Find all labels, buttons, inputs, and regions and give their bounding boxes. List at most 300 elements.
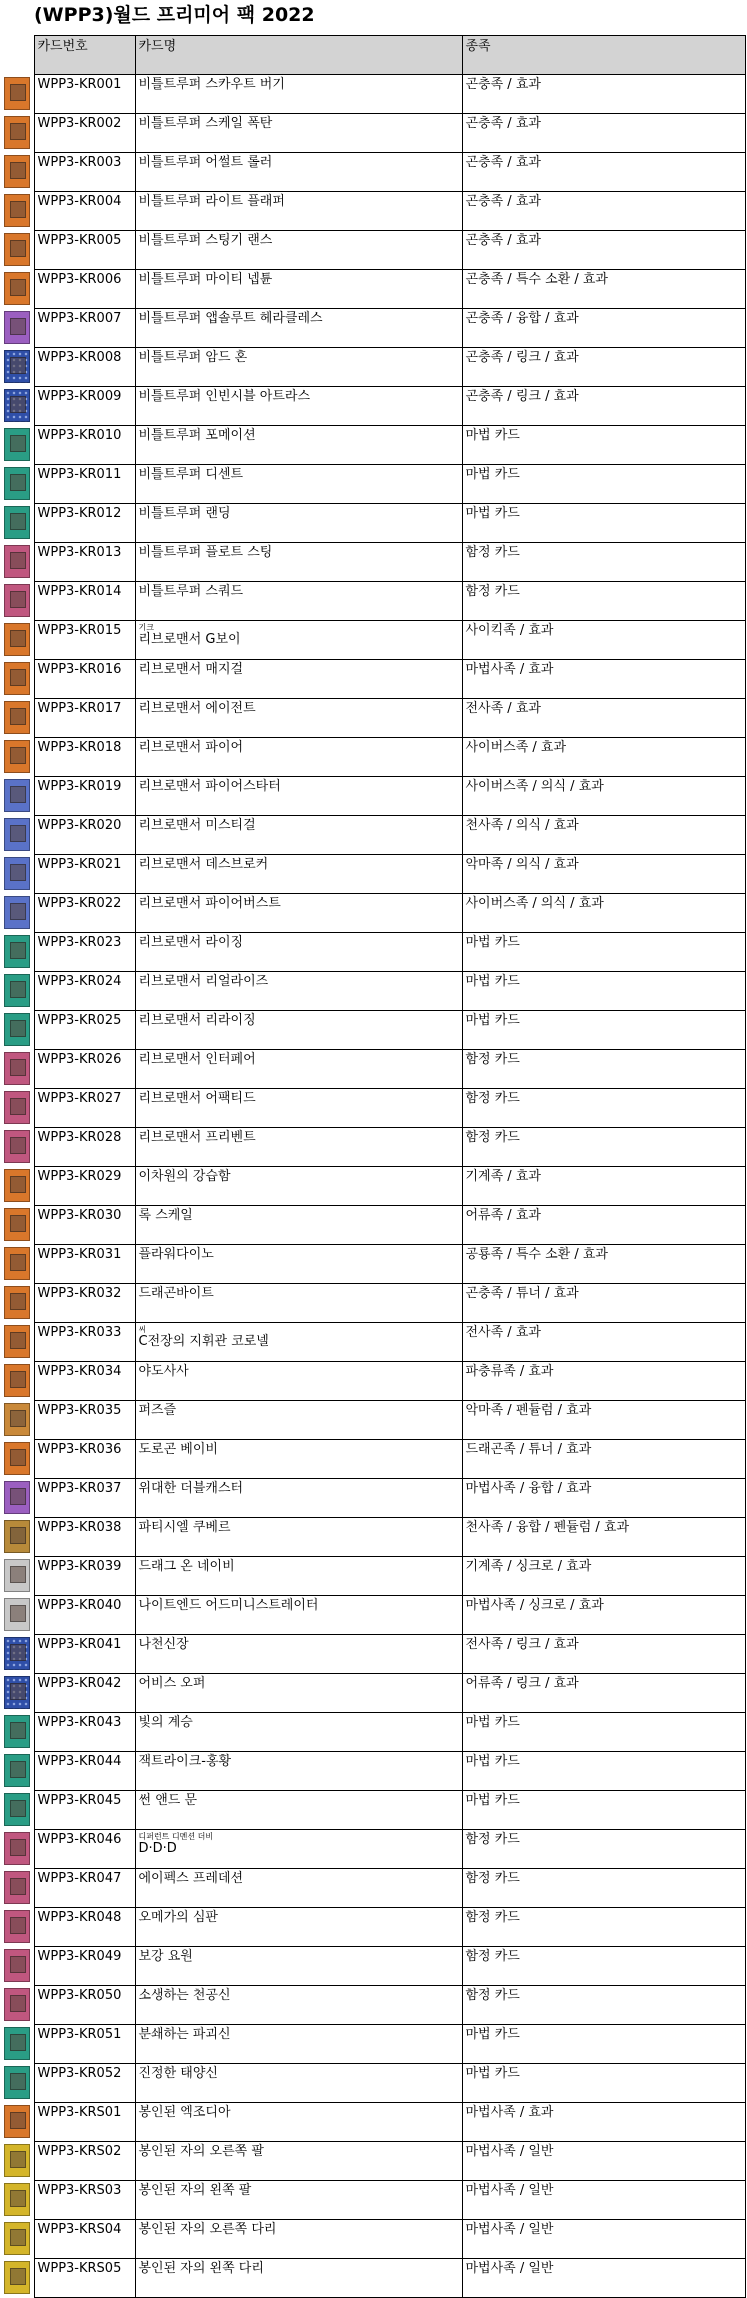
card-type-cell: 함정 카드: [462, 1869, 745, 1908]
card-type-cell: 파충류족 / 효과: [462, 1362, 745, 1401]
card-type-cell: 곤충족 / 효과: [462, 192, 745, 231]
card-frame-icon: [4, 389, 30, 422]
card-name-cell: 봉인된 자의 오른쪽 다리: [135, 2220, 462, 2259]
card-number-cell: WPP3-KR022: [34, 894, 135, 933]
card-number-cell: WPP3-KR018: [34, 738, 135, 777]
card-name-cell: 비틀트루퍼 라이트 플래퍼: [135, 192, 462, 231]
card-type-cell: 마법 카드: [462, 426, 745, 465]
card-type-cell: 악마족 / 의식 / 효과: [462, 855, 745, 894]
card-frame-icon: [4, 857, 30, 890]
card-frame-cell: [2, 270, 34, 309]
card-frame-cell: [2, 738, 34, 777]
card-number-cell: WPP3-KR023: [34, 933, 135, 972]
table-row: [2, 1284, 745, 1323]
card-name-cell: 리브로맨서 파이어: [135, 738, 462, 777]
card-name-cell: [135, 621, 462, 660]
card-type-cell: 전사족 / 효과: [462, 699, 745, 738]
card-frame-icon: [4, 701, 30, 734]
table-row: [2, 1167, 745, 1206]
card-frame-icon: [4, 1286, 30, 1319]
card-type-cell: 마법사족 / 효과: [462, 660, 745, 699]
card-frame-cell: [2, 309, 34, 348]
card-name-cell: 보강 요원: [135, 1947, 462, 1986]
card-name-cell: 소생하는 천공신: [135, 1986, 462, 2025]
card-name-cell: 어비스 오퍼: [135, 1674, 462, 1713]
card-name-cell: 비틀트루퍼 암드 혼: [135, 348, 462, 387]
card-name-cell: [135, 1323, 462, 1362]
table-row: [2, 543, 745, 582]
card-name-cell: 나천신장: [135, 1635, 462, 1674]
table-row: [2, 75, 745, 114]
card-frame-cell: [2, 1596, 34, 1635]
card-number-cell: WPP3-KR017: [34, 699, 135, 738]
card-number-cell: WPP3-KR019: [34, 777, 135, 816]
table-row: [2, 504, 745, 543]
card-number-cell: WPP3-KR016: [34, 660, 135, 699]
card-type-cell: 어류족 / 효과: [462, 1206, 745, 1245]
card-type-cell: 함정 카드: [462, 1128, 745, 1167]
table-row: [2, 1323, 745, 1362]
table-row: [2, 1869, 745, 1908]
card-frame-icon: [4, 779, 30, 812]
card-name-cell: 이차원의 강습함: [135, 1167, 462, 1206]
card-type-cell: 마법사족 / 일반: [462, 2181, 745, 2220]
card-frame-cell: [2, 1128, 34, 1167]
card-type-cell: 마법사족 / 효과: [462, 2103, 745, 2142]
card-type-cell: 곤충족 / 특수 소환 / 효과: [462, 270, 745, 309]
card-name-cell: 도로곤 베이비: [135, 1440, 462, 1479]
card-name-cell: 리브로맨서 파이어스타터: [135, 777, 462, 816]
card-number-cell: WPP3-KR046: [34, 1830, 135, 1869]
table-row: [2, 231, 745, 270]
card-number-cell: WPP3-KR045: [34, 1791, 135, 1830]
card-number-cell: WPP3-KR047: [34, 1869, 135, 1908]
card-number-cell: WPP3-KR042: [34, 1674, 135, 1713]
card-frame-cell: [2, 348, 34, 387]
card-frame-icon: [4, 623, 30, 656]
card-frame-cell: [2, 621, 34, 660]
card-frame-icon: [4, 818, 30, 851]
card-frame-cell: [2, 1401, 34, 1440]
column-header-name: 카드명: [135, 36, 462, 75]
card-frame-icon: [4, 1052, 30, 1085]
card-type-cell: 천사족 / 융합 / 펜듈럼 / 효과: [462, 1518, 745, 1557]
card-name-cell: 퍼즈즐: [135, 1401, 462, 1440]
card-name-cell: 리브로맨서 리라이징: [135, 1011, 462, 1050]
column-header-number: 카드번호: [34, 36, 135, 75]
card-type-cell: 함정 카드: [462, 1908, 745, 1947]
card-type-cell: 함정 카드: [462, 1089, 745, 1128]
card-name-cell: 리브로맨서 파이어버스트: [135, 894, 462, 933]
card-frame-icon: [4, 194, 30, 227]
card-frame-cell: [2, 660, 34, 699]
card-frame-icon: [4, 77, 30, 110]
card-name-cell: 진정한 태양신: [135, 2064, 462, 2103]
table-row: [2, 1518, 745, 1557]
card-frame-cell: [2, 972, 34, 1011]
table-row: [2, 777, 745, 816]
card-frame-icon: [4, 2222, 30, 2255]
card-name-cell: 봉인된 엑조디아: [135, 2103, 462, 2142]
card-name-ruby: 씨: [138, 1325, 147, 1334]
card-type-cell: 곤충족 / 융합 / 효과: [462, 309, 745, 348]
card-name-cell: 봉인된 자의 오른쪽 팔: [135, 2142, 462, 2181]
card-frame-cell: [2, 75, 34, 114]
card-number-cell: WPP3-KRS04: [34, 2220, 135, 2259]
card-name-cell: 드래그 온 네이비: [135, 1557, 462, 1596]
card-type-cell: 곤충족 / 링크 / 효과: [462, 348, 745, 387]
card-number-cell: WPP3-KR031: [34, 1245, 135, 1284]
card-frame-cell: [2, 1089, 34, 1128]
card-frame-cell: [2, 426, 34, 465]
card-type-cell: 마법 카드: [462, 504, 745, 543]
card-name-cell: 봉인된 자의 왼쪽 다리: [135, 2259, 462, 2298]
table-row: [2, 1947, 745, 1986]
table-row: [2, 114, 745, 153]
card-name-cell: 비틀트루퍼 스팅기 랜스: [135, 231, 462, 270]
card-name-cell: 썬 앤드 문: [135, 1791, 462, 1830]
card-number-cell: WPP3-KR003: [34, 153, 135, 192]
card-frame-cell: [2, 1674, 34, 1713]
card-type-cell: 마법 카드: [462, 1791, 745, 1830]
card-number-cell: WPP3-KR015: [34, 621, 135, 660]
card-number-cell: WPP3-KR004: [34, 192, 135, 231]
card-name-cell: 리브로맨서 매지걸: [135, 660, 462, 699]
card-type-cell: 사이버스족 / 의식 / 효과: [462, 894, 745, 933]
card-name-cell: 비틀트루퍼 디센트: [135, 465, 462, 504]
card-type-cell: 함정 카드: [462, 1050, 745, 1089]
card-number-cell: WPP3-KR036: [34, 1440, 135, 1479]
table-row: [2, 1557, 745, 1596]
card-frame-cell: [2, 1986, 34, 2025]
card-frame-icon: [4, 233, 30, 266]
card-name-ruby: 기크: [138, 623, 154, 632]
card-frame-cell: [2, 231, 34, 270]
table-row: [2, 582, 745, 621]
table-row: [2, 1050, 745, 1089]
card-frame-icon: [4, 1403, 30, 1436]
card-type-cell: 악마족 / 펜듈럼 / 효과: [462, 1401, 745, 1440]
card-frame-cell: [2, 777, 34, 816]
card-frame-icon: [4, 1013, 30, 1046]
card-frame-cell: [2, 699, 34, 738]
card-number-cell: WPP3-KR052: [34, 2064, 135, 2103]
card-name-text: C전장의 지휘관 코로넬: [138, 1334, 269, 1349]
card-frame-icon: [4, 1754, 30, 1787]
card-type-cell: 기계족 / 싱크로 / 효과: [462, 1557, 745, 1596]
card-number-cell: WPP3-KR035: [34, 1401, 135, 1440]
card-frame-cell: [2, 1791, 34, 1830]
card-name-cell: 리브로맨서 프리벤트: [135, 1128, 462, 1167]
card-frame-icon: [4, 662, 30, 695]
card-name-cell: 리브로맨서 라이징: [135, 933, 462, 972]
card-number-cell: WPP3-KR021: [34, 855, 135, 894]
card-name-cell: 록 스케일: [135, 1206, 462, 1245]
card-number-cell: WPP3-KR039: [34, 1557, 135, 1596]
card-frame-icon: [4, 2105, 30, 2138]
card-frame-icon: [4, 350, 30, 383]
card-frame-cell: [2, 192, 34, 231]
card-name-cell: 비틀트루퍼 스카우트 버기: [135, 75, 462, 114]
card-type-cell: 곤충족 / 링크 / 효과: [462, 387, 745, 426]
card-number-cell: WPP3-KR009: [34, 387, 135, 426]
card-frame-icon: [4, 1871, 30, 1904]
card-type-cell: 마법사족 / 싱크로 / 효과: [462, 1596, 745, 1635]
card-number-cell: WPP3-KR051: [34, 2025, 135, 2064]
card-name-cell: 리브로맨서 인터페어: [135, 1050, 462, 1089]
card-name-cell: 리브로맨서 어팩티드: [135, 1089, 462, 1128]
table-row: [2, 1128, 745, 1167]
card-number-cell: WPP3-KR040: [34, 1596, 135, 1635]
table-row: [2, 1713, 745, 1752]
card-number-cell: WPP3-KRS02: [34, 2142, 135, 2181]
card-frame-cell: [2, 2259, 34, 2298]
card-number-cell: WPP3-KR026: [34, 1050, 135, 1089]
card-frame-icon: [4, 740, 30, 773]
card-number-cell: WPP3-KR044: [34, 1752, 135, 1791]
card-frame-cell: [2, 2142, 34, 2181]
table-row: [2, 1401, 745, 1440]
card-frame-cell: [2, 1752, 34, 1791]
card-number-cell: WPP3-KR001: [34, 75, 135, 114]
table-row: [2, 465, 745, 504]
table-row: [2, 309, 745, 348]
card-name-cell: 비틀트루퍼 어썰트 롤러: [135, 153, 462, 192]
card-rows: [2, 75, 745, 2298]
card-frame-cell: [2, 1557, 34, 1596]
table-row: [2, 738, 745, 777]
table-row: [2, 933, 745, 972]
card-frame-icon: [4, 1910, 30, 1943]
card-type-cell: 사이버스족 / 의식 / 효과: [462, 777, 745, 816]
card-number-cell: WPP3-KR010: [34, 426, 135, 465]
table-row: [2, 660, 745, 699]
card-type-cell: 곤충족 / 효과: [462, 75, 745, 114]
card-frame-icon: [4, 1637, 30, 1670]
card-frame-cell: [2, 582, 34, 621]
card-frame-cell: [2, 2025, 34, 2064]
card-frame-icon: [4, 1988, 30, 2021]
card-frame-cell: [2, 1362, 34, 1401]
card-frame-cell: [2, 543, 34, 582]
card-frame-cell: [2, 1635, 34, 1674]
card-frame-cell: [2, 387, 34, 426]
card-name-cell: 잭트라이크-홍황: [135, 1752, 462, 1791]
card-frame-cell: [2, 1011, 34, 1050]
table-row: [2, 1674, 745, 1713]
card-name-cell: 나이트엔드 어드미니스트레이터: [135, 1596, 462, 1635]
card-name-cell: 리브로맨서 데스브로커: [135, 855, 462, 894]
card-frame-icon: [4, 1715, 30, 1748]
table-row: [2, 1908, 745, 1947]
card-name-text: 리브로맨서 G보이: [138, 632, 241, 647]
card-frame-icon: [4, 1091, 30, 1124]
card-frame-cell: [2, 153, 34, 192]
card-frame-cell: [2, 1518, 34, 1557]
card-name-cell: 비틀트루퍼 플로트 스팅: [135, 543, 462, 582]
card-number-cell: WPP3-KR008: [34, 348, 135, 387]
table-row: [2, 2025, 745, 2064]
card-frame-cell: [2, 1479, 34, 1518]
card-frame-cell: [2, 1830, 34, 1869]
card-number-cell: WPP3-KR007: [34, 309, 135, 348]
table-row: [2, 1635, 745, 1674]
card-frame-icon: [4, 1676, 30, 1709]
card-number-cell: WPP3-KR033: [34, 1323, 135, 1362]
table-row: [2, 2259, 745, 2298]
card-frame-icon: [4, 974, 30, 1007]
card-number-cell: WPP3-KR006: [34, 270, 135, 309]
table-row: [2, 894, 745, 933]
table-row: [2, 1011, 745, 1050]
card-frame-icon: [4, 935, 30, 968]
card-frame-icon: [4, 116, 30, 149]
card-number-cell: WPP3-KRS03: [34, 2181, 135, 2220]
card-number-cell: WPP3-KRS01: [34, 2103, 135, 2142]
card-frame-cell: [2, 1440, 34, 1479]
card-name-cell: 리브로맨서 미스티걸: [135, 816, 462, 855]
card-name-cell: 플라워다이노: [135, 1245, 462, 1284]
card-name-cell: 야도사사: [135, 1362, 462, 1401]
card-type-cell: 함정 카드: [462, 1947, 745, 1986]
table-row: [2, 270, 745, 309]
card-type-cell: 함정 카드: [462, 543, 745, 582]
card-type-cell: 함정 카드: [462, 582, 745, 621]
table-row: [2, 972, 745, 1011]
card-frame-icon: [4, 1481, 30, 1514]
card-frame-icon: [4, 1559, 30, 1592]
icon-column-header: [2, 36, 34, 75]
card-name-cell: 비틀트루퍼 앱솔루트 헤라클레스: [135, 309, 462, 348]
card-frame-icon: [4, 1169, 30, 1202]
card-number-cell: WPP3-KRS05: [34, 2259, 135, 2298]
card-number-cell: WPP3-KR050: [34, 1986, 135, 2025]
table-row: [2, 699, 745, 738]
card-frame-cell: [2, 816, 34, 855]
card-type-cell: 마법사족 / 융합 / 효과: [462, 1479, 745, 1518]
card-frame-icon: [4, 311, 30, 344]
table-row: [2, 816, 745, 855]
card-frame-icon: [4, 1247, 30, 1280]
card-type-cell: 마법 카드: [462, 1011, 745, 1050]
card-type-cell: 곤충족 / 효과: [462, 114, 745, 153]
card-number-cell: WPP3-KR037: [34, 1479, 135, 1518]
card-name-cell: 리브로맨서 리얼라이즈: [135, 972, 462, 1011]
card-type-cell: 공룡족 / 특수 소환 / 효과: [462, 1245, 745, 1284]
card-number-cell: WPP3-KR043: [34, 1713, 135, 1752]
card-frame-cell: [2, 1050, 34, 1089]
card-type-cell: 전사족 / 효과: [462, 1323, 745, 1362]
card-type-cell: 곤충족 / 튜너 / 효과: [462, 1284, 745, 1323]
table-row: [2, 1206, 745, 1245]
table-row: [2, 2142, 745, 2181]
card-frame-icon: [4, 2144, 30, 2177]
card-type-cell: 어류족 / 링크 / 효과: [462, 1674, 745, 1713]
card-number-cell: WPP3-KR034: [34, 1362, 135, 1401]
card-frame-cell: [2, 1284, 34, 1323]
card-type-cell: 사이킥족 / 효과: [462, 621, 745, 660]
card-name-cell: 비틀트루퍼 스쿼드: [135, 582, 462, 621]
card-name-cell: 위대한 더블캐스터: [135, 1479, 462, 1518]
card-frame-icon: [4, 1832, 30, 1865]
table-row: [2, 426, 745, 465]
card-number-cell: WPP3-KR025: [34, 1011, 135, 1050]
card-number-cell: WPP3-KR030: [34, 1206, 135, 1245]
card-frame-icon: [4, 1364, 30, 1397]
card-name-cell: 분쇄하는 파괴신: [135, 2025, 462, 2064]
card-frame-icon: [4, 2066, 30, 2099]
card-frame-cell: [2, 933, 34, 972]
card-number-cell: WPP3-KR049: [34, 1947, 135, 1986]
table-row: [2, 1791, 745, 1830]
card-name-ruby: 디퍼런트 디멘션 더비: [138, 1832, 214, 1841]
card-name-cell: 리브로맨서 에이전트: [135, 699, 462, 738]
card-number-cell: WPP3-KR032: [34, 1284, 135, 1323]
card-type-cell: 함정 카드: [462, 1986, 745, 2025]
card-frame-cell: [2, 2220, 34, 2259]
table-row: [2, 153, 745, 192]
card-type-cell: 전사족 / 링크 / 효과: [462, 1635, 745, 1674]
card-name-cell: 드래곤바이트: [135, 1284, 462, 1323]
card-frame-cell: [2, 1206, 34, 1245]
card-type-cell: 마법 카드: [462, 933, 745, 972]
table-row: [2, 1752, 745, 1791]
card-frame-icon: [4, 467, 30, 500]
card-frame-cell: [2, 2103, 34, 2142]
card-name-cell: 비틀트루퍼 포메이션: [135, 426, 462, 465]
card-type-cell: 함정 카드: [462, 1830, 745, 1869]
card-number-cell: WPP3-KR005: [34, 231, 135, 270]
card-type-cell: 마법 카드: [462, 2025, 745, 2064]
card-type-cell: 마법사족 / 일반: [462, 2259, 745, 2298]
card-frame-icon: [4, 545, 30, 578]
table-row: [2, 387, 745, 426]
table-row: [2, 1830, 745, 1869]
card-frame-icon: [4, 1949, 30, 1982]
card-type-cell: 기계족 / 효과: [462, 1167, 745, 1206]
card-type-cell: 곤충족 / 효과: [462, 231, 745, 270]
card-number-cell: WPP3-KR038: [34, 1518, 135, 1557]
table-row: [2, 2220, 745, 2259]
card-frame-cell: [2, 2181, 34, 2220]
table-row: [2, 1245, 745, 1284]
table-row: [2, 2064, 745, 2103]
card-frame-cell: [2, 1713, 34, 1752]
card-type-cell: 곤충족 / 효과: [462, 153, 745, 192]
card-name-cell: 빛의 계승: [135, 1713, 462, 1752]
card-frame-cell: [2, 894, 34, 933]
card-type-cell: 마법 카드: [462, 1713, 745, 1752]
card-name-cell: 비틀트루퍼 스케일 폭탄: [135, 114, 462, 153]
card-type-cell: 사이버스족 / 효과: [462, 738, 745, 777]
table-row: [2, 348, 745, 387]
card-name-cell: 비틀트루퍼 인빈시블 아트라스: [135, 387, 462, 426]
card-type-cell: 마법 카드: [462, 1752, 745, 1791]
card-number-cell: WPP3-KR020: [34, 816, 135, 855]
table-row: [2, 2103, 745, 2142]
card-frame-cell: [2, 1167, 34, 1206]
card-frame-cell: [2, 465, 34, 504]
card-number-cell: WPP3-KR048: [34, 1908, 135, 1947]
card-frame-cell: [2, 114, 34, 153]
card-name-cell: 에이펙스 프레데션: [135, 1869, 462, 1908]
card-frame-cell: [2, 1869, 34, 1908]
card-number-cell: WPP3-KR027: [34, 1089, 135, 1128]
card-frame-icon: [4, 1520, 30, 1553]
card-type-cell: 천사족 / 의식 / 효과: [462, 816, 745, 855]
table-row: [2, 192, 745, 231]
card-frame-icon: [4, 1130, 30, 1163]
